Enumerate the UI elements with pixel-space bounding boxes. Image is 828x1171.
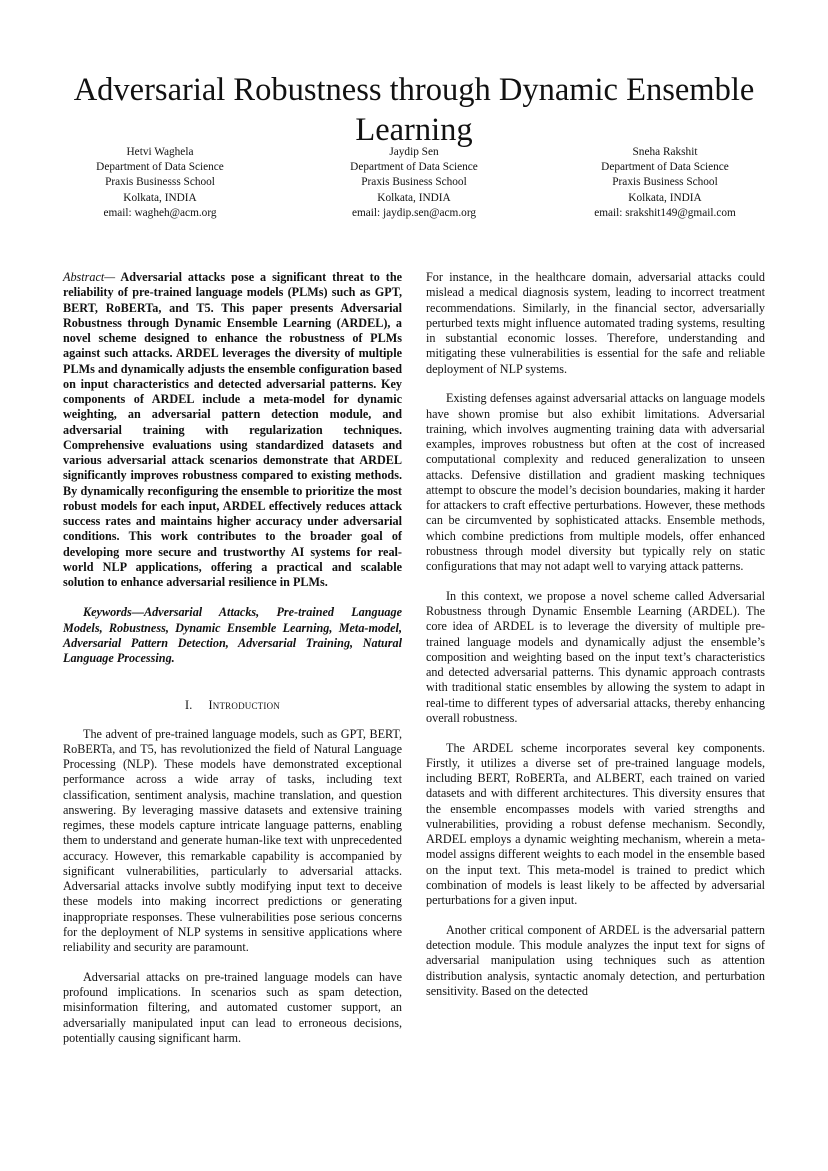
abstract xyxy=(63,270,402,590)
paragraph: Existing defenses against adversarial attacks on language models have shown promise but also exhibit limitations. Adversarial training, which involves augmenting training data with adversarial examples, improves robustness but often at the cost of increased computational complexity and reduced generalization to unseen attacks. Defensive distillation and gradient masking techniques attempt to obscure the model’s decision boundaries, making it harder for attackers to craft effective perturbations. However, these methods can be circumvented by sophisticated attacks. Ensemble methods, which combine predictions from multiple models, offer enhanced robustness through model diversity but typically rely on static configurations that may not adapt well to varying attack patterns. xyxy=(426,391,765,573)
keywords xyxy=(63,605,402,666)
keywords-label: Keywords— xyxy=(83,605,144,620)
paragraph: The ARDEL scheme incorporates several key components. Firstly, it utilizes a diverse set of pre-trained language models, including BERT, RoBERTa, and ALBERT, each trained on varied datasets and with different architectures. This diversity ensures that the ensemble encompasses models with varied strengths and vulnerabilities, providing a robust defense mechanism. Secondly, ARDEL employs a dynamic weighting mechanism, wherein a meta-model assigns different weights to each model in the ensemble based on the input text. This meta-model is trained to predict which combination of models is least likely to be affected by adversarial perturbations for a given input. xyxy=(426,740,765,907)
author-school: Praxis Business School xyxy=(612,176,718,189)
section-title: Introduction xyxy=(208,698,280,713)
paragraph: For instance, in the healthcare domain, adversarial attacks could mislead a medical diagnosis system, leading to incorrect treatment recommendations. Similarly, in the financial sector, adversarially perturbed texts might influence automated trading systems, resulting in substantial economic losses. Therefore, understanding and mitigating these vulnerabilities is essential for the safe and reliable deployment of NLP systems. xyxy=(426,270,765,376)
section-heading xyxy=(63,698,402,713)
author-name: Jaydip Sen xyxy=(389,146,439,158)
author-school: Praxis Business School xyxy=(361,176,467,189)
paper-title: Adversarial Robustness through Dynamic Ensemble Learning xyxy=(73,71,755,148)
abstract-label: Abstract— xyxy=(63,270,116,284)
author-email: email: srakshit149@gmail.com xyxy=(594,206,736,219)
paragraph: In this context, we propose a novel scheme called Adversarial Robustness through Dynamic Ensemble Learning (ARDEL). The core idea of ARDEL is to leverage the diversity of multiple pre-trained language models and dynamically adjust the ensemble’s composition and weighting based on the input text’s characteristics and detected adversarial patterns. This dynamic approach contrasts with traditional static ensembles by allowing the system to adapt in real-time to different types of adversarial attacks, thereby enhancing overall robustness. xyxy=(426,588,765,725)
author-school: Praxis Businesss School xyxy=(105,176,215,189)
author-name: Hetvi Waghela xyxy=(126,146,194,158)
paragraph: Another critical component of ARDEL is the adversarial pattern detection module. This module analyzes the input text for signs of adversarial manipulation using techniques such as attention distribution analysis, syntactic anomaly detection, and perturbation sensitivity. Based on the detected xyxy=(426,922,765,998)
author-block xyxy=(40,145,280,221)
author-department: Department of Data Science xyxy=(350,161,478,174)
abstract-text: Adversarial attacks pose a significant threat to the reliability of pre-trained language models (PLMs) such as GPT, BERT, RoBERTa, and T5. This paper presents Adversarial Robustness through Dynamic Ensemble Learning (ARDEL), a novel scheme designed to enhance the robustness of PLMs against such attacks. ARDEL leverages the diversity of multiple PLMs and dynamically adjusts the ensemble configuration based on input characteristics and detected adversarial patterns. Key components of ARDEL include a meta-model for dynamic weighting, an adversarial pattern detection module, and adversarial training with regularization techniques. Comprehensive evaluations using standardized datasets and various adversarial attack scenarios demonstrate that ARDEL significantly improves robustness compared to existing methods. By dynamically reconfiguring the ensemble to prioritize the most robust models for each input, ARDEL effectively reduces attack success rates and maintains higher accuracy under adversarial conditions. This work contributes to the broader goal of developing more secure and trustworthy AI systems for real-world NLP applications, offering a practical and scalable solution to enhance adversarial resilience in PLMs. xyxy=(63,270,403,589)
left-column xyxy=(63,270,402,1046)
author-block xyxy=(545,145,785,221)
author-department: Department of Data Science xyxy=(96,161,224,174)
author-name: Sneha Rakshit xyxy=(632,146,698,158)
paragraph: The advent of pre-trained language models, such as GPT, BERT, RoBERTa, and T5, has revolutionized the field of Natural Language Processing (NLP). These models have demonstrated exceptional performance across a wide array of tasks, including text classification, sentiment analysis, machine translation, and question answering. By leveraging massive datasets and extensive training regimes, these models capture intricate language patterns, enabling them to understand and generate human-like text with unprecedented accuracy. However, this remarkable capability is accompanied by significant vulnerabilities, particularly to adversarial attacks. Adversarial attacks involve subtly modifying input text to deceive these models into making incorrect predictions or generating inappropriate responses. These vulnerabilities pose serious concerns for the deployment of NLP systems in sensitive applications where reliability and security are paramount. xyxy=(63,726,402,954)
keywords-text: Adversarial Attacks, Pre-trained Language Models, Robustness, Dynamic Ensemble Learning, Meta-model, Adversarial Pattern Detection, Adversarial Training, Natural Language Processing. xyxy=(63,605,402,665)
author-department: Department of Data Science xyxy=(601,161,729,174)
author-city: Kolkata, INDIA xyxy=(628,191,702,204)
author-email: email: jaydip.sen@acm.org xyxy=(351,206,477,219)
author-city: Kolkata, INDIA xyxy=(123,191,197,204)
author-city: Kolkata, INDIA xyxy=(377,191,451,204)
author-email: email: wagheh@acm.org xyxy=(103,206,217,219)
paragraph: Adversarial attacks on pre-trained language models can have profound implications. In scenarios such as spam detection, misinformation filtering, and automated customer support, an adversarially manipulated input can lead to erroneous decisions, potentially causing significant harm. xyxy=(63,969,402,1045)
author-block xyxy=(294,145,534,221)
section-number: I. xyxy=(185,698,193,713)
right-column xyxy=(426,270,765,999)
